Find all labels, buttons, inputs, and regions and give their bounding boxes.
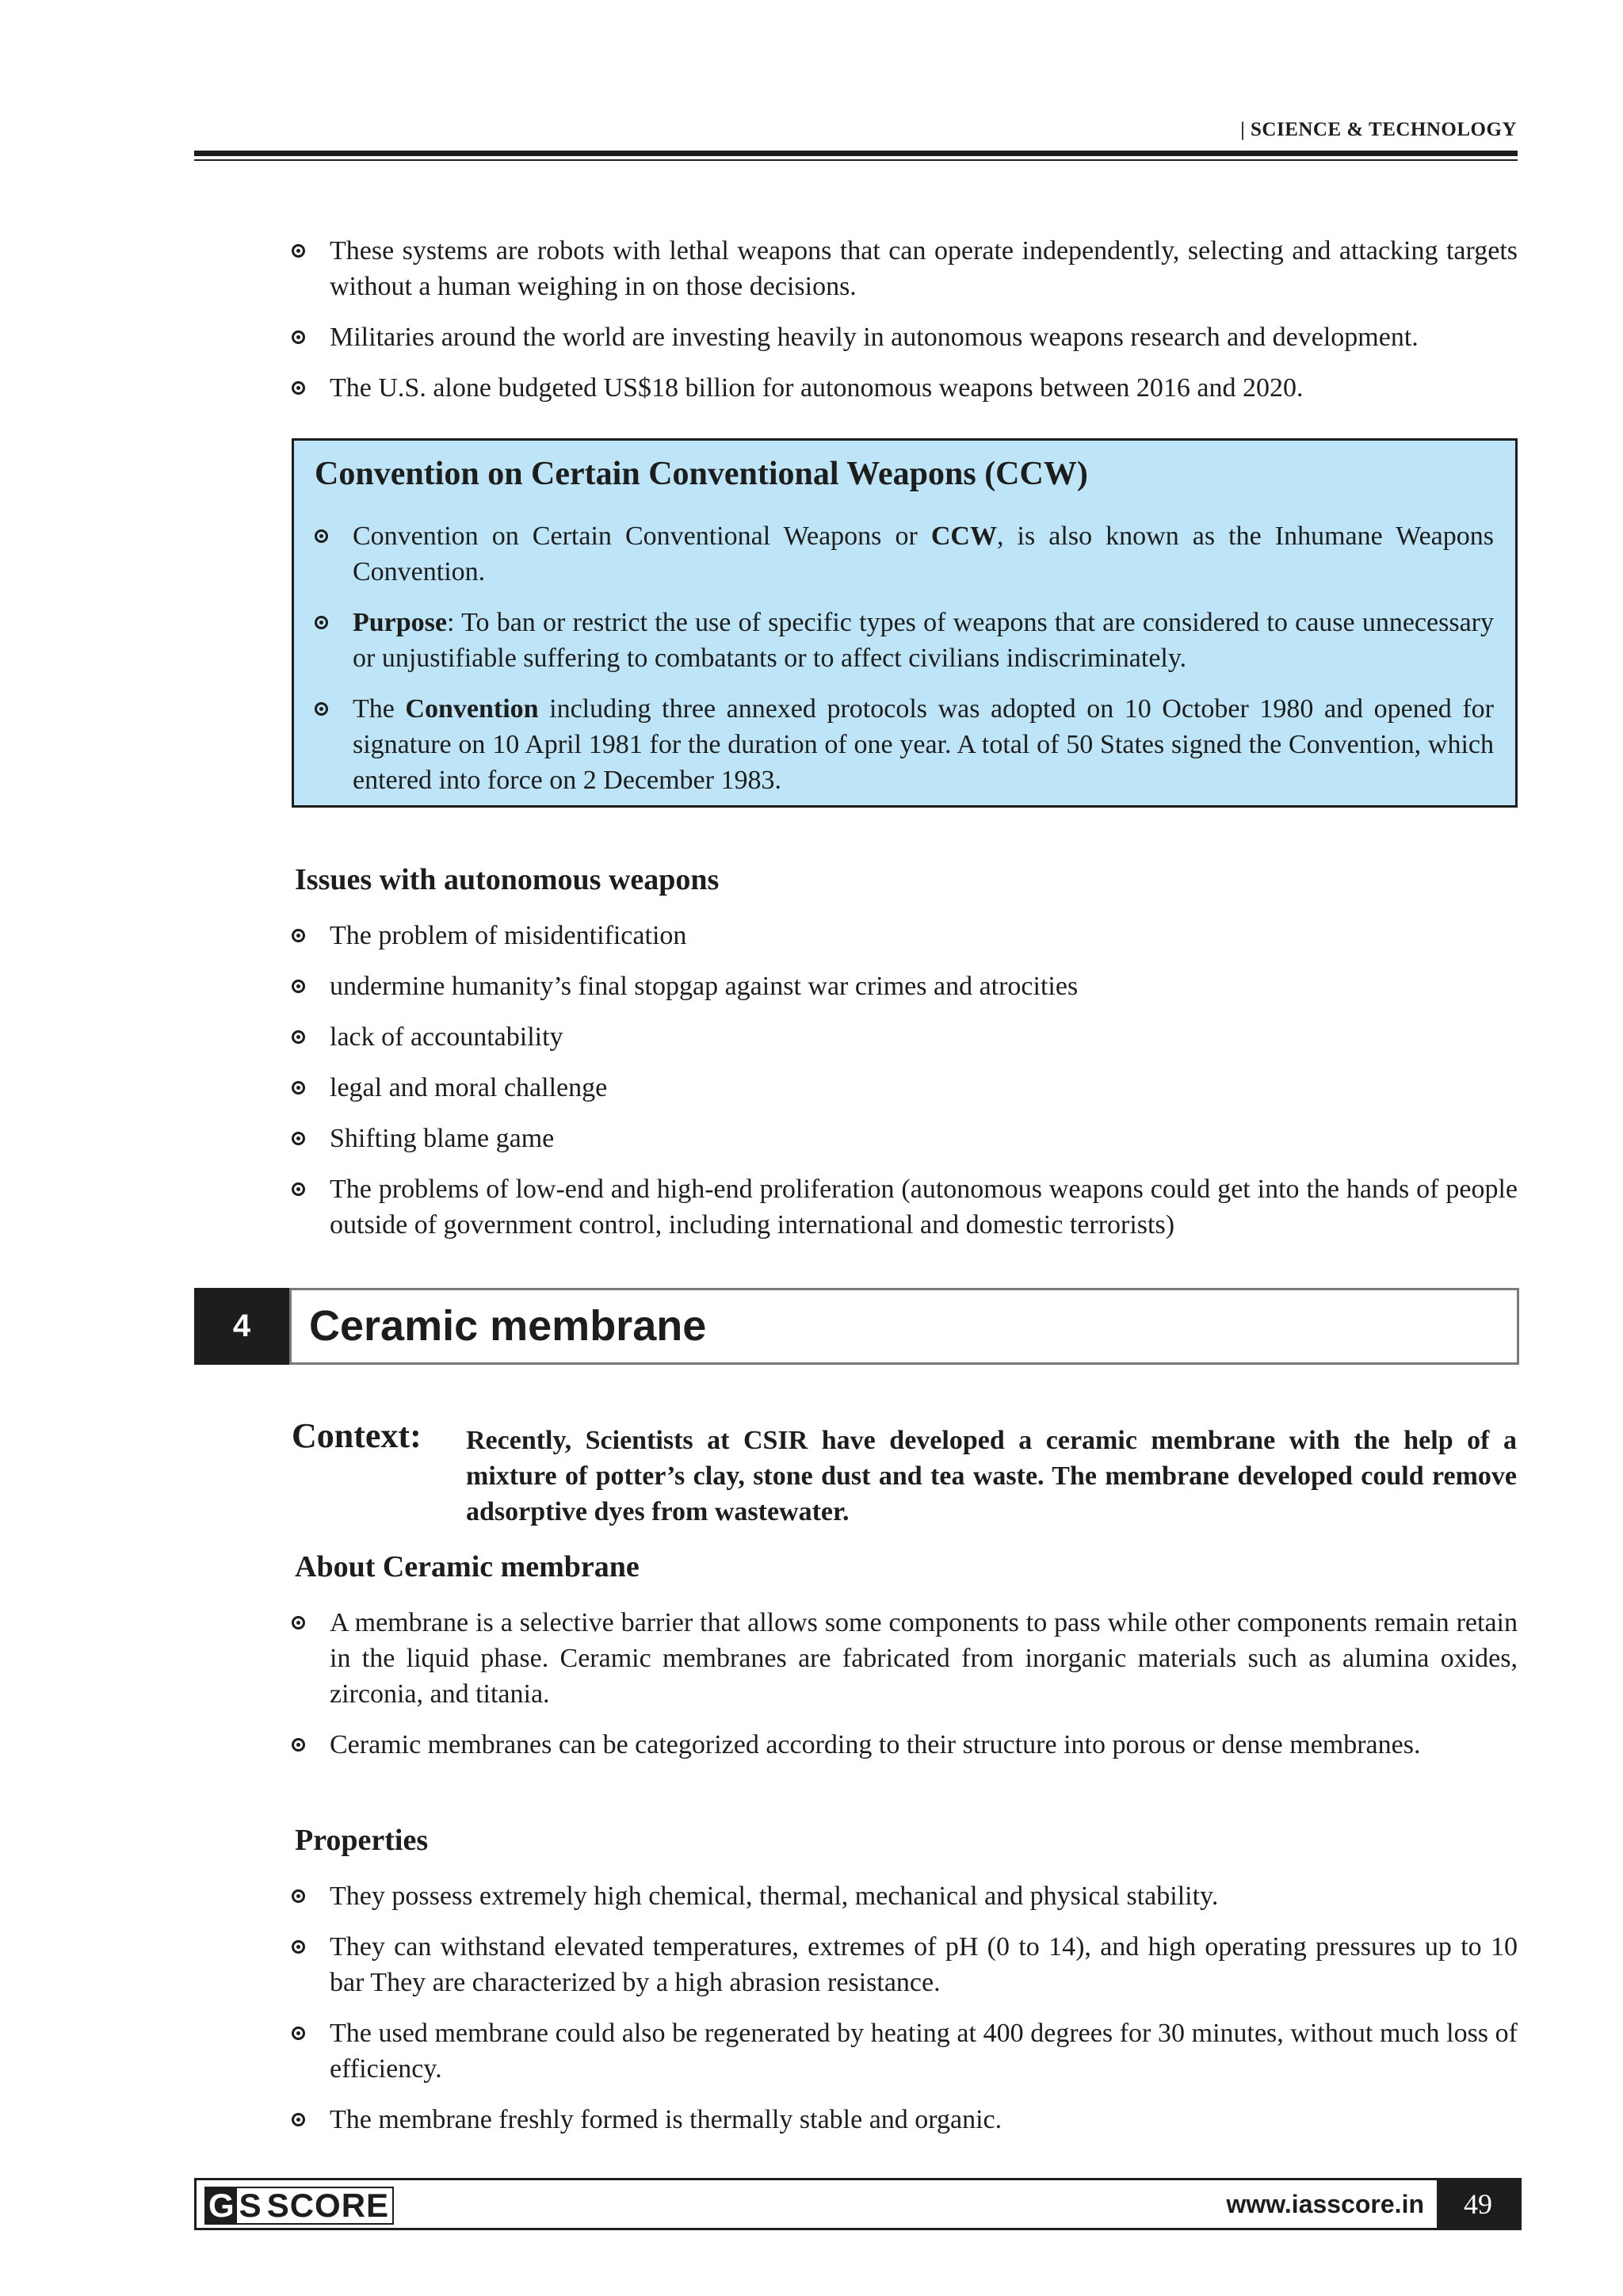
bullet-icon bbox=[292, 1940, 305, 1954]
bullet-icon bbox=[292, 1889, 305, 1903]
list-item: These systems are robots with lethal weapons that can operate independently, selecting and attacking targets without a human weighing in on those decisions. bbox=[292, 233, 1518, 304]
bullet-icon bbox=[292, 980, 305, 993]
bullet-icon bbox=[292, 1738, 305, 1752]
section-header bbox=[194, 1288, 1519, 1365]
properties-heading: Properties bbox=[295, 1824, 429, 1857]
list-item: Ceramic membranes can be categorized according to their structure into porous or dense membranes. bbox=[292, 1727, 1518, 1763]
section-title-box bbox=[289, 1288, 1519, 1365]
bullet-icon bbox=[292, 929, 305, 942]
running-header: | SCIENCE & TECHNOLOGY bbox=[1240, 119, 1517, 140]
header-rule bbox=[194, 151, 1518, 156]
ccw-box-title: Convention on Certain Conventional Weapons (CCW) bbox=[315, 456, 1088, 492]
header-rule-thin bbox=[194, 159, 1518, 161]
bullet-icon bbox=[292, 244, 305, 258]
gsscore-logo bbox=[204, 2187, 394, 2225]
list-item: The problem of misidentification bbox=[292, 918, 1518, 953]
bullet-icon bbox=[292, 1030, 305, 1044]
logo-text: SCORE bbox=[266, 2187, 390, 2224]
list-item: legal and moral challenge bbox=[292, 1070, 1518, 1106]
list-item: undermine humanity’s final stopgap against war crimes and atrocities bbox=[292, 968, 1518, 1004]
list-item: The problems of low-end and high-end proliferation (autonomous weapons could get into the hands of people outside of government control, including international and domestic terrorists) bbox=[292, 1171, 1518, 1243]
bullet-icon bbox=[292, 2027, 305, 2040]
bullet-icon bbox=[292, 381, 305, 395]
bullet-icon bbox=[315, 529, 328, 543]
section-title: Ceramic membrane bbox=[309, 1302, 707, 1350]
logo-letter-s: S bbox=[237, 2188, 264, 2223]
list-item: Shifting blame game bbox=[292, 1121, 1518, 1156]
context-text: Recently, Scientists at CSIR have developed a ceramic membrane with the help of a mixture of potter’s clay, stone dust and tea waste. The membrane developed could remove adsorptive dyes from wastewater. bbox=[466, 1426, 1517, 1526]
bullet-icon bbox=[292, 1616, 305, 1629]
list-item: lack of accountability bbox=[292, 1019, 1518, 1055]
section-number: 4 bbox=[194, 1288, 289, 1365]
page-footer bbox=[194, 2178, 1522, 2230]
bullet-icon bbox=[315, 616, 328, 629]
about-heading: About Ceramic membrane bbox=[295, 1550, 640, 1584]
properties-bullet-list bbox=[292, 1878, 1518, 2153]
list-item: The membrane freshly formed is thermally stable and organic. bbox=[292, 2102, 1518, 2137]
list-item: Convention on Certain Conventional Weapons or CCW, is also known as the Inhumane Weapons Convention. bbox=[315, 518, 1494, 590]
website-url: www.iasscore.in bbox=[1226, 2190, 1424, 2218]
list-item: Militaries around the world are investing heavily in autonomous weapons research and development. bbox=[292, 319, 1518, 355]
bullet-icon bbox=[292, 330, 305, 344]
about-bullet-list bbox=[292, 1605, 1518, 1778]
list-item: Purpose: To ban or restrict the use of specific types of weapons that are considered to cause unnecessary or unjustifiable suffering to combatants or to affect civilians indiscriminately. bbox=[315, 605, 1494, 676]
bullet-icon bbox=[315, 702, 328, 716]
bullet-icon bbox=[292, 1081, 305, 1095]
list-item: They can withstand elevated temperatures, extremes of pH (0 to 14), and high operating pressures up to 10 bar They are characterized by a high abrasion resistance. bbox=[292, 1929, 1518, 2000]
list-item: The used membrane could also be regenerated by heating at 400 degrees for 30 minutes, without much loss of efficiency. bbox=[292, 2015, 1518, 2087]
context-label: Context: bbox=[292, 1416, 422, 1455]
page-number: 49 bbox=[1437, 2180, 1519, 2228]
ccw-bullet-list bbox=[315, 518, 1494, 813]
list-item: The U.S. alone budgeted US$18 billion for autonomous weapons between 2016 and 2020. bbox=[292, 370, 1518, 406]
bullet-icon bbox=[292, 2113, 305, 2126]
logo-letter-g: G bbox=[206, 2188, 237, 2223]
list-item: A membrane is a selective barrier that allows some components to pass while other components remain retain in the liquid phase. Ceramic membranes are fabricated from inorganic materials such as alumina oxides, zirconia, and titania. bbox=[292, 1605, 1518, 1712]
issues-bullet-list bbox=[292, 918, 1518, 1258]
bullet-icon bbox=[292, 1132, 305, 1145]
intro-bullet-list bbox=[292, 233, 1518, 421]
ccw-info-box bbox=[292, 438, 1518, 808]
list-item: They possess extremely high chemical, thermal, mechanical and physical stability. bbox=[292, 1878, 1518, 1914]
list-item: The Convention including three annexed protocols was adopted on 10 October 1980 and opened for signature on 10 April 1981 for the duration of one year. A total of 50 States signed the Convention, which entered into force on 2 December 1983. bbox=[315, 691, 1494, 798]
bullet-icon bbox=[292, 1182, 305, 1196]
issues-heading: Issues with autonomous weapons bbox=[295, 863, 720, 896]
